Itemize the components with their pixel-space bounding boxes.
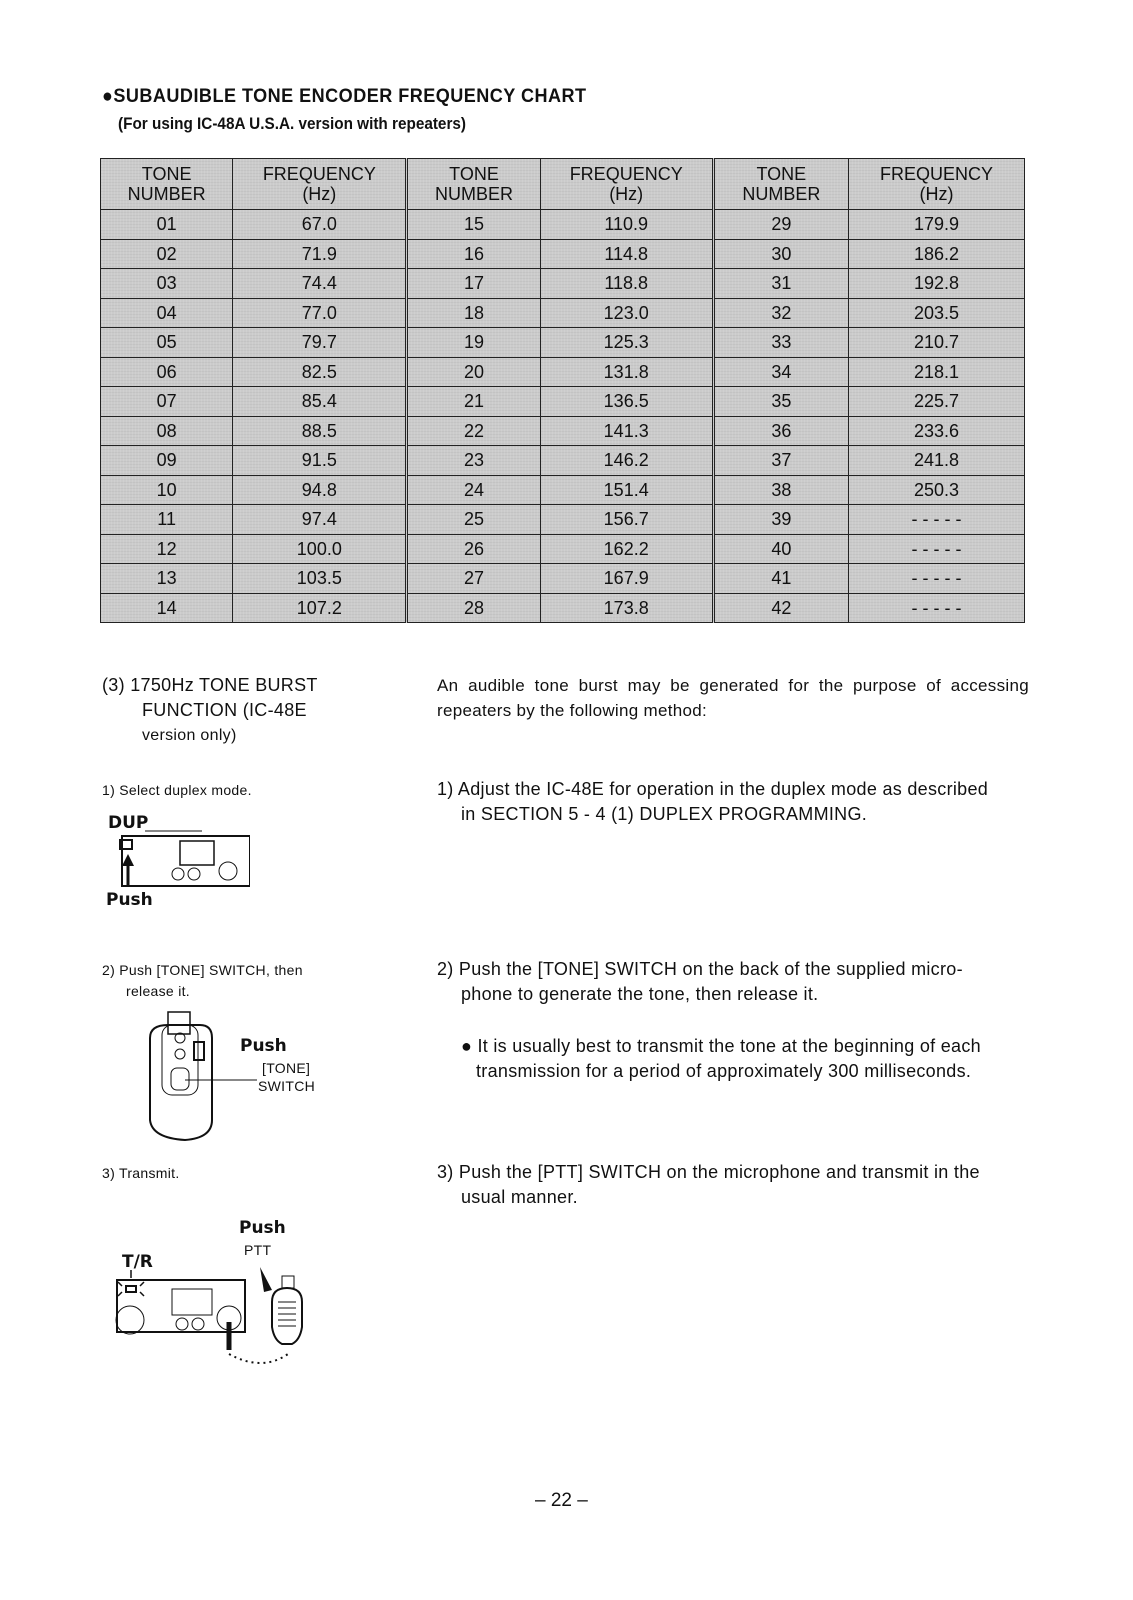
frequency-cell: - - - - - bbox=[848, 593, 1024, 623]
tone-number-cell: 22 bbox=[407, 416, 540, 446]
frequency-cell: 94.8 bbox=[233, 475, 407, 505]
tone-number-cell: 08 bbox=[101, 416, 233, 446]
tone-number-cell: 16 bbox=[407, 239, 540, 269]
tone-number-cell: 27 bbox=[407, 564, 540, 594]
frequency-cell: 79.7 bbox=[233, 328, 407, 358]
frequency-cell: 250.3 bbox=[848, 475, 1024, 505]
tone-number-cell: 06 bbox=[101, 357, 233, 387]
tone-number-cell: 26 bbox=[407, 534, 540, 564]
tone-number-cell: 30 bbox=[713, 239, 848, 269]
tone-number-cell: 37 bbox=[713, 446, 848, 476]
tone-number-cell: 40 bbox=[713, 534, 848, 564]
step3-right: 3) Push the [PTT] SWITCH on the microphone and transmit in the bbox=[437, 1162, 980, 1182]
tone-number-cell: 36 bbox=[713, 416, 848, 446]
frequency-cell: 74.4 bbox=[233, 269, 407, 299]
table-row bbox=[101, 475, 1025, 505]
step3-left: 3) Transmit. bbox=[102, 1165, 180, 1181]
header-line: FREQUENCY bbox=[262, 164, 376, 184]
step2-right-2: phone to generate the tone, then release it. bbox=[461, 984, 819, 1004]
tone-number-cell: 31 bbox=[713, 269, 848, 299]
tone-number-cell: 07 bbox=[101, 387, 233, 417]
tone-number-cell: 34 bbox=[713, 357, 848, 387]
tone-switch-label: [TONE] bbox=[262, 1060, 311, 1076]
table-row bbox=[101, 328, 1025, 358]
tone-number-cell: 05 bbox=[101, 328, 233, 358]
frequency-cell: 131.8 bbox=[540, 357, 713, 387]
step2-left: 2) Push [TONE] SWITCH, then bbox=[102, 962, 303, 978]
ptt-label: PTT bbox=[244, 1242, 272, 1258]
header-line: FREQUENCY bbox=[879, 164, 993, 184]
tone-number-cell: 42 bbox=[713, 593, 848, 623]
frequency-cell: 91.5 bbox=[233, 446, 407, 476]
header-line: (Hz) bbox=[609, 184, 644, 204]
step2-bullet-2: transmission for a period of approximately 300 milliseconds. bbox=[476, 1061, 972, 1081]
header-frequency bbox=[233, 159, 407, 210]
header-line: FREQUENCY bbox=[569, 164, 683, 184]
frequency-cell: - - - - - bbox=[848, 564, 1024, 594]
tone-number-cell: 03 bbox=[101, 269, 233, 299]
tone-number-cell: 15 bbox=[407, 210, 540, 240]
frequency-cell: - - - - - bbox=[848, 534, 1024, 564]
header-line: (Hz) bbox=[302, 184, 337, 204]
frequency-cell: 97.4 bbox=[233, 505, 407, 535]
tone-number-cell: 19 bbox=[407, 328, 540, 358]
header-line: TONE bbox=[449, 164, 499, 184]
chart-title: ●SUBAUDIBLE TONE ENCODER FREQUENCY CHART bbox=[102, 86, 587, 107]
step1-right-2: in SECTION 5 - 4 (1) DUPLEX PROGRAMMING. bbox=[461, 804, 868, 824]
step2-left-2: release it. bbox=[126, 983, 190, 999]
frequency-cell: 85.4 bbox=[233, 387, 407, 417]
header-frequency bbox=[540, 159, 713, 210]
frequency-cell: 241.8 bbox=[848, 446, 1024, 476]
table-row bbox=[101, 446, 1025, 476]
tone-number-cell: 14 bbox=[101, 593, 233, 623]
tone-number-cell: 28 bbox=[407, 593, 540, 623]
tone-number-cell: 32 bbox=[713, 298, 848, 328]
frequency-cell: 167.9 bbox=[540, 564, 713, 594]
table-row bbox=[101, 239, 1025, 269]
table-row bbox=[101, 387, 1025, 417]
table-row bbox=[101, 564, 1025, 594]
tone-frequency-table bbox=[100, 158, 1025, 623]
step1-left: 1) Select duplex mode. bbox=[102, 782, 252, 798]
frequency-cell: 192.8 bbox=[848, 269, 1024, 299]
step2-right: 2) Push the [TONE] SWITCH on the back of the supplied micro- bbox=[437, 959, 963, 979]
chart-subtitle: (For using IC-48A U.S.A. version with repeaters) bbox=[118, 114, 467, 133]
frequency-cell: 125.3 bbox=[540, 328, 713, 358]
frequency-cell: 146.2 bbox=[540, 446, 713, 476]
tone-number-cell: 21 bbox=[407, 387, 540, 417]
frequency-cell: 186.2 bbox=[848, 239, 1024, 269]
header-line: TONE bbox=[141, 164, 192, 184]
push-label-3: Push bbox=[239, 1218, 286, 1238]
frequency-cell: 156.7 bbox=[540, 505, 713, 535]
frequency-cell: 179.9 bbox=[848, 210, 1024, 240]
tone-number-cell: 10 bbox=[101, 475, 233, 505]
header-line: TONE bbox=[756, 164, 807, 184]
tone-number-cell: 39 bbox=[713, 505, 848, 535]
tone-number-cell: 20 bbox=[407, 357, 540, 387]
intro-text: An audible tone burst may be generated for the purpose of accessing repeaters by the following method: bbox=[437, 676, 1029, 720]
header-frequency bbox=[848, 159, 1024, 210]
tone-number-cell: 41 bbox=[713, 564, 848, 594]
tone-number-cell: 29 bbox=[713, 210, 848, 240]
dup-label: DUP bbox=[108, 813, 149, 833]
transmit-illustration bbox=[112, 1262, 312, 1382]
header-line: (Hz) bbox=[919, 184, 954, 204]
frequency-cell: 103.5 bbox=[233, 564, 407, 594]
frequency-cell: 203.5 bbox=[848, 298, 1024, 328]
tone-number-cell: 04 bbox=[101, 298, 233, 328]
header-tone-number bbox=[101, 159, 233, 210]
table-row bbox=[101, 505, 1025, 535]
push-label-2: Push bbox=[240, 1036, 287, 1056]
frequency-cell: 218.1 bbox=[848, 357, 1024, 387]
frequency-cell: 141.3 bbox=[540, 416, 713, 446]
tone-number-cell: 12 bbox=[101, 534, 233, 564]
page-number: – 22 – bbox=[535, 1490, 588, 1511]
header-line: NUMBER bbox=[434, 184, 513, 204]
tone-number-cell: 23 bbox=[407, 446, 540, 476]
frequency-cell: 233.6 bbox=[848, 416, 1024, 446]
switch-label: SWITCH bbox=[258, 1078, 316, 1094]
table-row bbox=[101, 210, 1025, 240]
radio-dup-illustration bbox=[110, 826, 250, 890]
table-row bbox=[101, 357, 1025, 387]
push-label-1: Push bbox=[106, 890, 153, 910]
frequency-cell: 71.9 bbox=[233, 239, 407, 269]
tone-number-cell: 01 bbox=[101, 210, 233, 240]
tone-number-cell: 38 bbox=[713, 475, 848, 505]
tone-number-cell: 02 bbox=[101, 239, 233, 269]
tone-number-cell: 25 bbox=[407, 505, 540, 535]
microphone-back-illustration bbox=[140, 1010, 260, 1150]
frequency-cell: 151.4 bbox=[540, 475, 713, 505]
header-tone-number bbox=[713, 159, 848, 210]
section-heading bbox=[102, 673, 318, 748]
frequency-cell: 136.5 bbox=[540, 387, 713, 417]
tone-number-cell: 33 bbox=[713, 328, 848, 358]
tone-number-cell: 09 bbox=[101, 446, 233, 476]
frequency-cell: 118.8 bbox=[540, 269, 713, 299]
tone-number-cell: 24 bbox=[407, 475, 540, 505]
frequency-cell: 67.0 bbox=[233, 210, 407, 240]
table-row bbox=[101, 534, 1025, 564]
table-row bbox=[101, 593, 1025, 623]
frequency-cell: 82.5 bbox=[233, 357, 407, 387]
frequency-cell: 210.7 bbox=[848, 328, 1024, 358]
tr-label: T/R bbox=[122, 1252, 153, 1272]
section-heading-line: version only) bbox=[142, 727, 237, 744]
frequency-cell: 100.0 bbox=[233, 534, 407, 564]
step3-right-2: usual manner. bbox=[461, 1187, 578, 1207]
tone-number-cell: 13 bbox=[101, 564, 233, 594]
frequency-cell: 225.7 bbox=[848, 387, 1024, 417]
header-line: NUMBER bbox=[127, 184, 206, 204]
frequency-cell: 123.0 bbox=[540, 298, 713, 328]
frequency-cell: 88.5 bbox=[233, 416, 407, 446]
tone-number-cell: 17 bbox=[407, 269, 540, 299]
tone-number-cell: 18 bbox=[407, 298, 540, 328]
frequency-cell: 173.8 bbox=[540, 593, 713, 623]
frequency-cell: 107.2 bbox=[233, 593, 407, 623]
frequency-cell: - - - - - bbox=[848, 505, 1024, 535]
section-heading-line: FUNCTION (IC-48E bbox=[142, 700, 307, 720]
frequency-cell: 77.0 bbox=[233, 298, 407, 328]
section-heading-line: (3) 1750Hz TONE BURST bbox=[102, 675, 318, 695]
step2-bullet: ● It is usually best to transmit the tone at the beginning of each bbox=[461, 1036, 981, 1056]
tone-number-cell: 11 bbox=[101, 505, 233, 535]
step1-right: 1) Adjust the IC-48E for operation in the duplex mode as described bbox=[437, 779, 989, 799]
table-row bbox=[101, 269, 1025, 299]
frequency-cell: 162.2 bbox=[540, 534, 713, 564]
table-row bbox=[101, 298, 1025, 328]
table-row bbox=[101, 416, 1025, 446]
tone-number-cell: 35 bbox=[713, 387, 848, 417]
frequency-cell: 114.8 bbox=[540, 239, 713, 269]
header-tone-number bbox=[407, 159, 540, 210]
frequency-cell: 110.9 bbox=[540, 210, 713, 240]
header-line: NUMBER bbox=[742, 184, 821, 204]
